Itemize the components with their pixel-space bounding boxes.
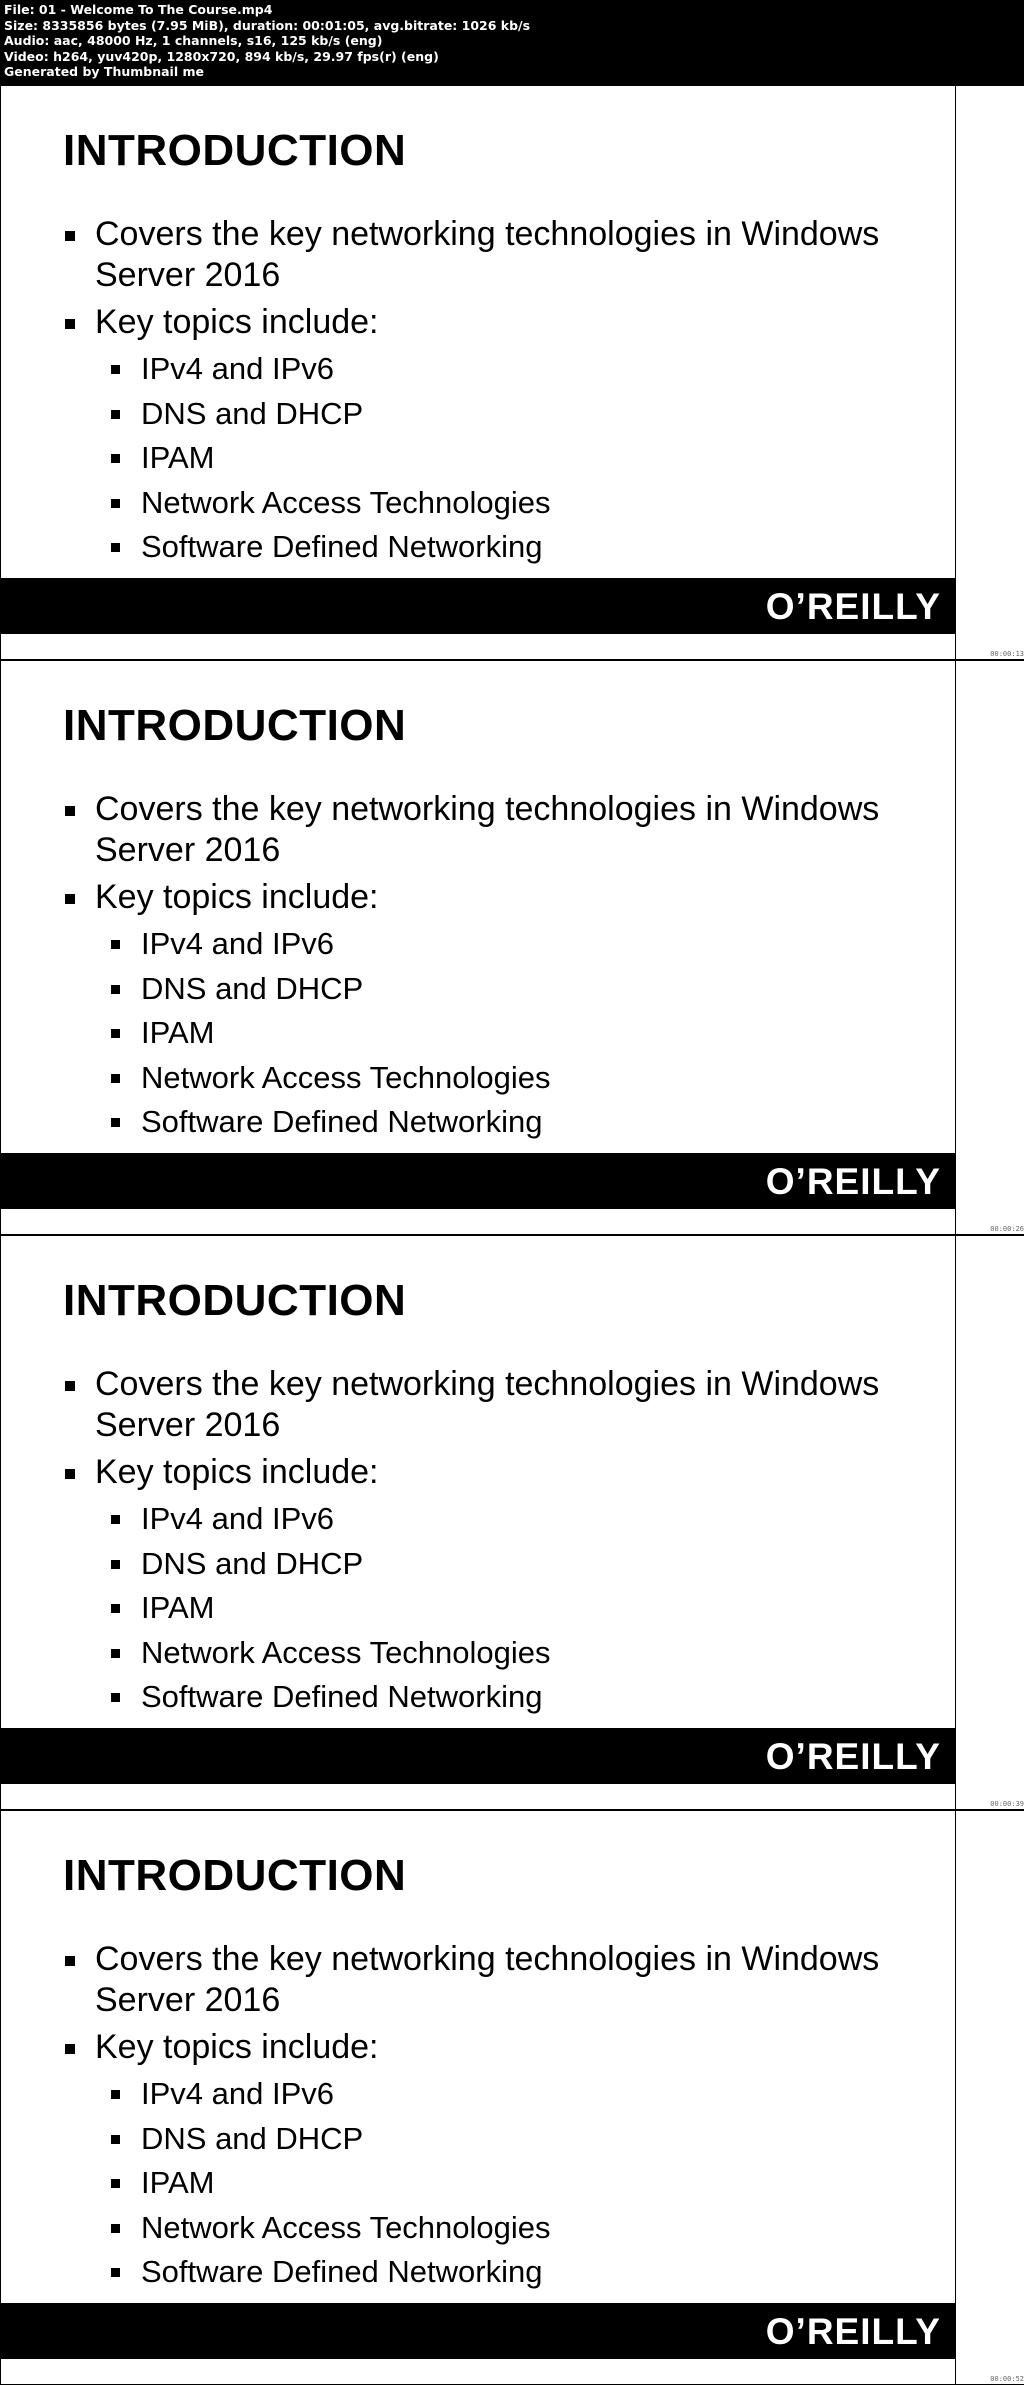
slide-title: INTRODUCTION: [63, 1276, 407, 1325]
video-frame: [0, 85, 1024, 660]
topic-item: DNS and DHCP: [95, 2117, 955, 2162]
video-frame: [0, 1235, 1024, 1810]
oreilly-logo: O’REILLY: [765, 1161, 941, 1202]
bullet-item: [63, 877, 955, 1145]
frame-timestamp: 00:00:52: [990, 2375, 1024, 2383]
slide: [1, 661, 956, 1234]
slide-footer-bar: [1, 2303, 955, 2359]
topic-item: Software Defined Networking: [95, 1675, 955, 1720]
bullet-item: [63, 1452, 955, 1720]
file-info-line-file: File: 01 - Welcome To The Course.mp4: [4, 2, 273, 17]
file-info-line-size: Size: 8335856 bytes (7.95 MiB), duration: 00:01:05, avg.bitrate: 1026 kb/s: [4, 17, 531, 33]
bullet-list: [63, 1939, 955, 2295]
file-info-line-generator: Generated by Thumbnail me: [4, 64, 204, 79]
slide-footer-bar: [1, 1153, 955, 1209]
topic-list: [95, 922, 955, 1145]
topic-item: Software Defined Networking: [95, 2250, 955, 2295]
bullet-item: [63, 1939, 955, 2021]
topic-item: Software Defined Networking: [95, 525, 955, 570]
bullet-text: Covers the key networking technologies in Windows Server 2016: [95, 1365, 880, 1444]
topic-item: Software Defined Networking: [95, 1100, 955, 1145]
bullet-item: [63, 1364, 955, 1446]
slide: [1, 1811, 956, 2384]
oreilly-logo: O’REILLY: [765, 1736, 941, 1777]
topic-item: Network Access Technologies: [95, 481, 955, 526]
slide: [1, 1236, 956, 1809]
slide-footer-bar: [1, 578, 955, 634]
bullet-item: [63, 789, 955, 871]
bullet-list: [63, 789, 955, 1145]
topic-item: IPAM: [95, 2161, 955, 2206]
slide-title: INTRODUCTION: [63, 126, 407, 175]
oreilly-logo: O’REILLY: [765, 2311, 941, 2352]
frame-timestamp: 00:00:26: [990, 1225, 1024, 1233]
slide-title: INTRODUCTION: [63, 701, 407, 750]
thumbnail-frames: [0, 85, 1024, 2385]
topic-item: DNS and DHCP: [95, 967, 955, 1012]
bullet-item: [63, 302, 955, 570]
topic-item: IPv4 and IPv6: [95, 347, 955, 392]
bullet-item: [63, 2027, 955, 2295]
topic-item: DNS and DHCP: [95, 1542, 955, 1587]
bullet-text: Covers the key networking technologies in Windows Server 2016: [95, 215, 880, 294]
bullet-text: Key topics include:: [95, 1453, 379, 1491]
topic-item: IPv4 and IPv6: [95, 2072, 955, 2117]
topic-item: IPv4 and IPv6: [95, 922, 955, 967]
slide-footer-bar: [1, 1728, 955, 1784]
file-info-line-audio: Audio: aac, 48000 Hz, 1 channels, s16, 125 kb/s (eng): [4, 33, 383, 48]
topic-item: Network Access Technologies: [95, 1056, 955, 1101]
bullet-list: [63, 1364, 955, 1720]
file-info-header: [0, 0, 1024, 85]
bullet-text: Key topics include:: [95, 303, 379, 341]
topic-list: [95, 1497, 955, 1720]
bullet-text: Covers the key networking technologies in Windows Server 2016: [95, 790, 880, 869]
topic-item: DNS and DHCP: [95, 392, 955, 437]
video-frame: [0, 660, 1024, 1235]
topic-item: Network Access Technologies: [95, 2206, 955, 2251]
slide: [1, 86, 956, 659]
bullet-text: Key topics include:: [95, 2028, 379, 2066]
bullet-text: Key topics include:: [95, 878, 379, 916]
file-info-line-video: Video: h264, yuv420p, 1280x720, 894 kb/s, 29.97 fps(r) (eng): [4, 48, 439, 64]
frame-timestamp: 00:00:39: [990, 1800, 1024, 1808]
bullet-text: Covers the key networking technologies in Windows Server 2016: [95, 1940, 880, 2019]
topic-item: Network Access Technologies: [95, 1631, 955, 1676]
topic-item: IPAM: [95, 436, 955, 481]
topic-item: IPAM: [95, 1011, 955, 1056]
bullet-item: [63, 214, 955, 296]
bullet-list: [63, 214, 955, 570]
topic-item: IPv4 and IPv6: [95, 1497, 955, 1542]
oreilly-logo: O’REILLY: [765, 586, 941, 627]
slide-title: INTRODUCTION: [63, 1851, 407, 1900]
video-frame: [0, 1810, 1024, 2385]
topic-item: IPAM: [95, 1586, 955, 1631]
topic-list: [95, 347, 955, 570]
topic-list: [95, 2072, 955, 2295]
frame-timestamp: 00:00:13: [990, 650, 1024, 658]
